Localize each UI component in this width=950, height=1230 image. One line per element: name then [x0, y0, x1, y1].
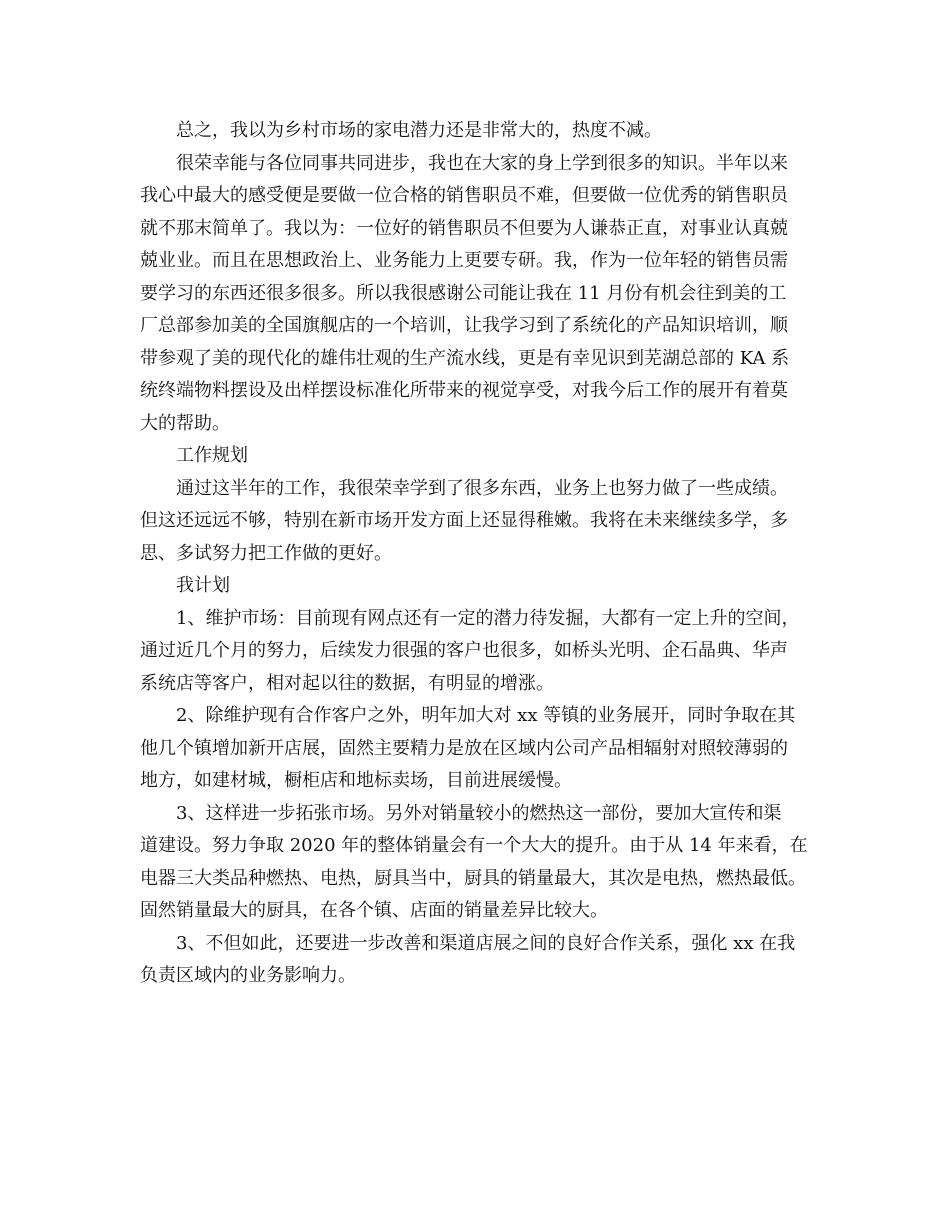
paragraph-line: 总之，我以为乡村市场的家电潜力还是非常大的，热度不减。: [176, 120, 662, 141]
paragraph-line: 我心中最大的感受便是要做一位合格的销售职员不难，但要做一位优秀的销售职员: [140, 185, 788, 206]
paragraph-line: 负责区域内的业务影响力。: [140, 965, 356, 986]
paragraph-line: 电器三大类品种燃热、电热，厨具当中，厨具的销量最大，其次是电热，燃热最低。: [140, 867, 806, 889]
paragraph-line: 但这还远远不够，特别在新市场开发方面上还显得稚嫩。我将在未来继续多学，多: [140, 510, 788, 531]
section-heading: 工作规划: [176, 445, 248, 466]
paragraph-line: 3、这样进一步拓张市场。另外对销量较小的燃热这一部份，要加大宣传和渠: [176, 802, 782, 824]
paragraph-line: 很荣幸能与各位同事共同进步，我也在大家的身上学到很多的知识。半年以来: [176, 152, 788, 174]
paragraph-line: 固然销量最大的厨具，在各个镇、店面的销量差异比较大。: [140, 900, 608, 921]
document-body: [140, 115, 825, 993]
paragraph-line: 厂总部参加美的全国旗舰店的一个培训，让我学习到了系统化的产品知识培训，顺: [140, 315, 788, 336]
section-heading: 我计划: [176, 575, 230, 596]
paragraph-line: 1、维护市场：目前现有网点还有一定的潜力待发掘，大都有一定上升的空间，: [176, 607, 800, 629]
paragraph-line: 大的帮助。: [140, 412, 230, 434]
paragraph-line: 地方，如建材城，橱柜店和地标卖场，目前进展缓慢。: [140, 770, 572, 791]
paragraph-line: 他几个镇增加新开店展，固然主要精力是放在区域内公司产品相辐射对照较薄弱的: [140, 737, 788, 759]
paragraph-line: 就不那末简单了。我以为：一位好的销售职员不但要为人谦恭正直，对事业认真兢: [140, 217, 788, 239]
paragraph-line: 2、除维护现有合作客户之外，明年加大对 xx 等镇的业务展开，同时争取在其: [176, 705, 796, 726]
paragraph-line: 带参观了美的现代化的雄伟壮观的生产流水线，更是有幸见识到芜湖总部的 KA 系: [140, 347, 790, 369]
paragraph-line: 思、多试努力把工作做的更好。: [140, 542, 392, 564]
paragraph-line: 系统店等客户，相对起以往的数据，有明显的增涨。: [140, 672, 554, 694]
paragraph-line: 3、不但如此，还要进一步改善和渠道店展之间的良好合作关系，强化 xx 在我: [176, 932, 796, 954]
paragraph-line: 要学习的东西还很多很多。所以我很感谢公司能让我在 11 月份有机会往到美的工: [140, 282, 787, 304]
paragraph-line: 道建设。努力争取 2020 年的整体销量会有一个大大的提升。由于从 14 年来看，在: [140, 835, 808, 856]
paragraph-line: 统终端物料摆设及出样摆设标准化所带来的视觉享受，对我今后工作的展开有着莫: [140, 380, 788, 401]
paragraph-line: 通过这半年的工作，我很荣幸学到了很多东西，业务上也努力做了一些成绩。: [176, 477, 788, 499]
paragraph-line: 兢业业。而且在思想政治上、业务能力上更要专研。我，作为一位年轻的销售员需: [140, 250, 788, 271]
paragraph-line: 通过近几个月的努力，后续发力很强的客户也很多，如桥头光明、企石晶典、华声: [140, 640, 788, 661]
